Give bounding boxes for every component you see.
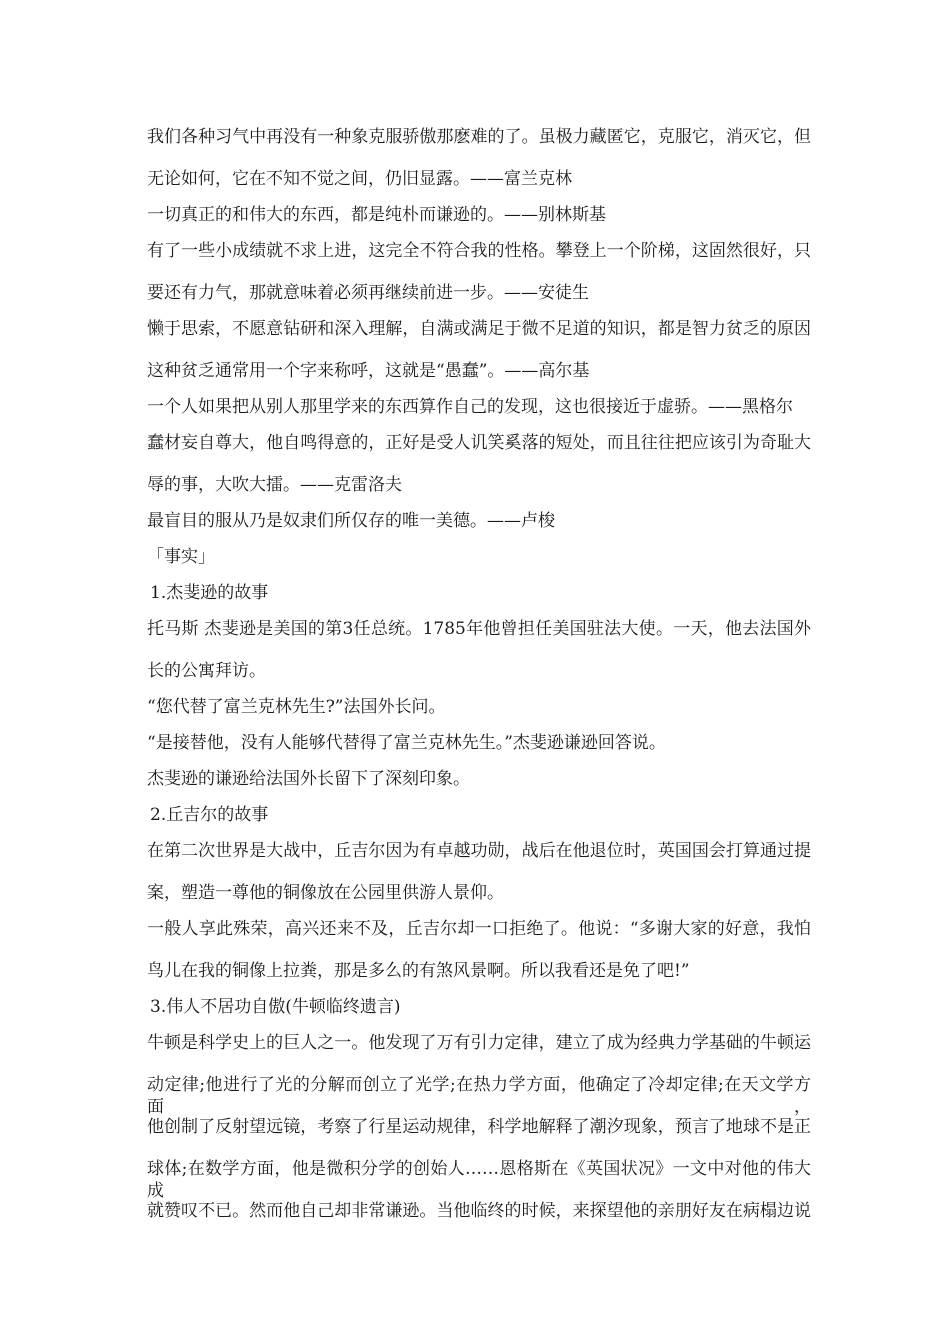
section-heading-facts: 「事实」 xyxy=(147,547,215,567)
churchill-paragraph-line-1: 在第二次世界是大战中，丘吉尔因为有卓越功勋，战后在他退位时，英国国会打算通过提 xyxy=(147,841,811,861)
jefferson-paragraph-line-1: 托马斯 杰斐逊是美国的第3任总统。1785年他曾担任美国驻法大使。一天，他去法国外 xyxy=(147,619,811,639)
churchill-paragraph-line-3: 一般人享此殊荣，高兴还来不及，丘吉尔却一口拒绝了。他说：“多谢大家的好意，我怕 xyxy=(147,919,811,939)
quote-rousseau: 最盲目的服从乃是奴隶们所仅存的唯一美德。——卢梭 xyxy=(147,511,555,531)
quote-hegel: 一个人如果把从别人那里学来的东西算作自己的发现，这也很接近于虚骄。——黑格尔 xyxy=(147,397,793,417)
quote-franklin-line-1: 我们各种习气中再没有一种象克服骄傲那麽难的了。虽极力藏匿它，克服它，消灭它，但 xyxy=(147,127,811,147)
newton-paragraph-line-5: 就赞叹不已。然而他自己却非常谦逊。当他临终的时候，来探望他的亲朋好友在病榻边说 xyxy=(147,1201,811,1221)
quote-krylov-line-2: 辱的事，大吹大擂。——克雷洛夫 xyxy=(147,475,402,495)
quote-andersen-line-1: 有了一些小成绩就不求上进，这完全不符合我的性格。攀登上一个阶梯，这固然很好，只 xyxy=(147,241,811,261)
story-heading-newton: 3.伟人不居功自傲(牛顿临终遗言) xyxy=(150,997,401,1017)
newton-paragraph-line-4: 球体;在数学方面，他是微积分学的创始人……恩格斯在《英国状况》一文中对他的伟大成 xyxy=(147,1159,811,1201)
quote-krylov-line-1: 蠢材妄自尊大，他自鸣得意的，正好是受人讥笑奚落的短处，而且往往把应该引为奇耻大 xyxy=(147,433,811,453)
story-heading-jefferson: 1.杰斐逊的故事 xyxy=(150,583,269,603)
story-heading-churchill: 2.丘吉尔的故事 xyxy=(150,805,269,825)
newton-paragraph-line-3: 他创制了反射望远镜，考察了行星运动规律，科学地解释了潮汐现象，预言了地球不是正 xyxy=(147,1117,811,1137)
jefferson-conclusion: 杰斐逊的谦逊给法国外长留下了深刻印象。 xyxy=(147,769,470,789)
jefferson-dialogue-answer: “是接替他，没有人能够代替得了富兰克林先生。”杰斐逊谦逊回答说。 xyxy=(147,733,666,753)
quote-gorky-line-1: 懒于思索，不愿意钻研和深入理解，自满或满足于微不足道的知识，都是智力贫乏的原因 xyxy=(147,319,811,339)
jefferson-paragraph-line-2: 长的公寓拜访。 xyxy=(147,661,266,681)
newton-paragraph-line-1: 牛顿是科学史上的巨人之一。他发现了万有引力定律，建立了成为经典力学基础的牛顿运 xyxy=(147,1033,811,1053)
quote-belinsky: 一切真正的和伟大的东西，都是纯朴而谦逊的。——别林斯基 xyxy=(147,205,606,225)
churchill-paragraph-line-2: 案，塑造一尊他的铜像放在公园里供游人景仰。 xyxy=(147,883,504,903)
jefferson-dialogue-question: “您代替了富兰克林先生?”法国外长问。 xyxy=(147,697,446,717)
quote-andersen-line-2: 要还有力气，那就意味着必须再继续前进一步。——安徒生 xyxy=(147,283,589,303)
quote-gorky-line-2: 这种贫乏通常用一个字来称呼，这就是“愚蠢”。——高尔基 xyxy=(147,361,590,381)
newton-paragraph-line-2: 动定律;他进行了光的分解而创立了光学;在热力学方面，他确定了冷却定律;在天文学方面， xyxy=(147,1075,811,1117)
churchill-paragraph-line-4: 鸟儿在我的铜像上拉粪，那是多么的有煞风景啊。所以我看还是免了吧!” xyxy=(147,961,690,981)
quote-franklin-line-2: 无论如何，它在不知不觉之间，仍旧显露。——富兰克林 xyxy=(147,169,572,189)
